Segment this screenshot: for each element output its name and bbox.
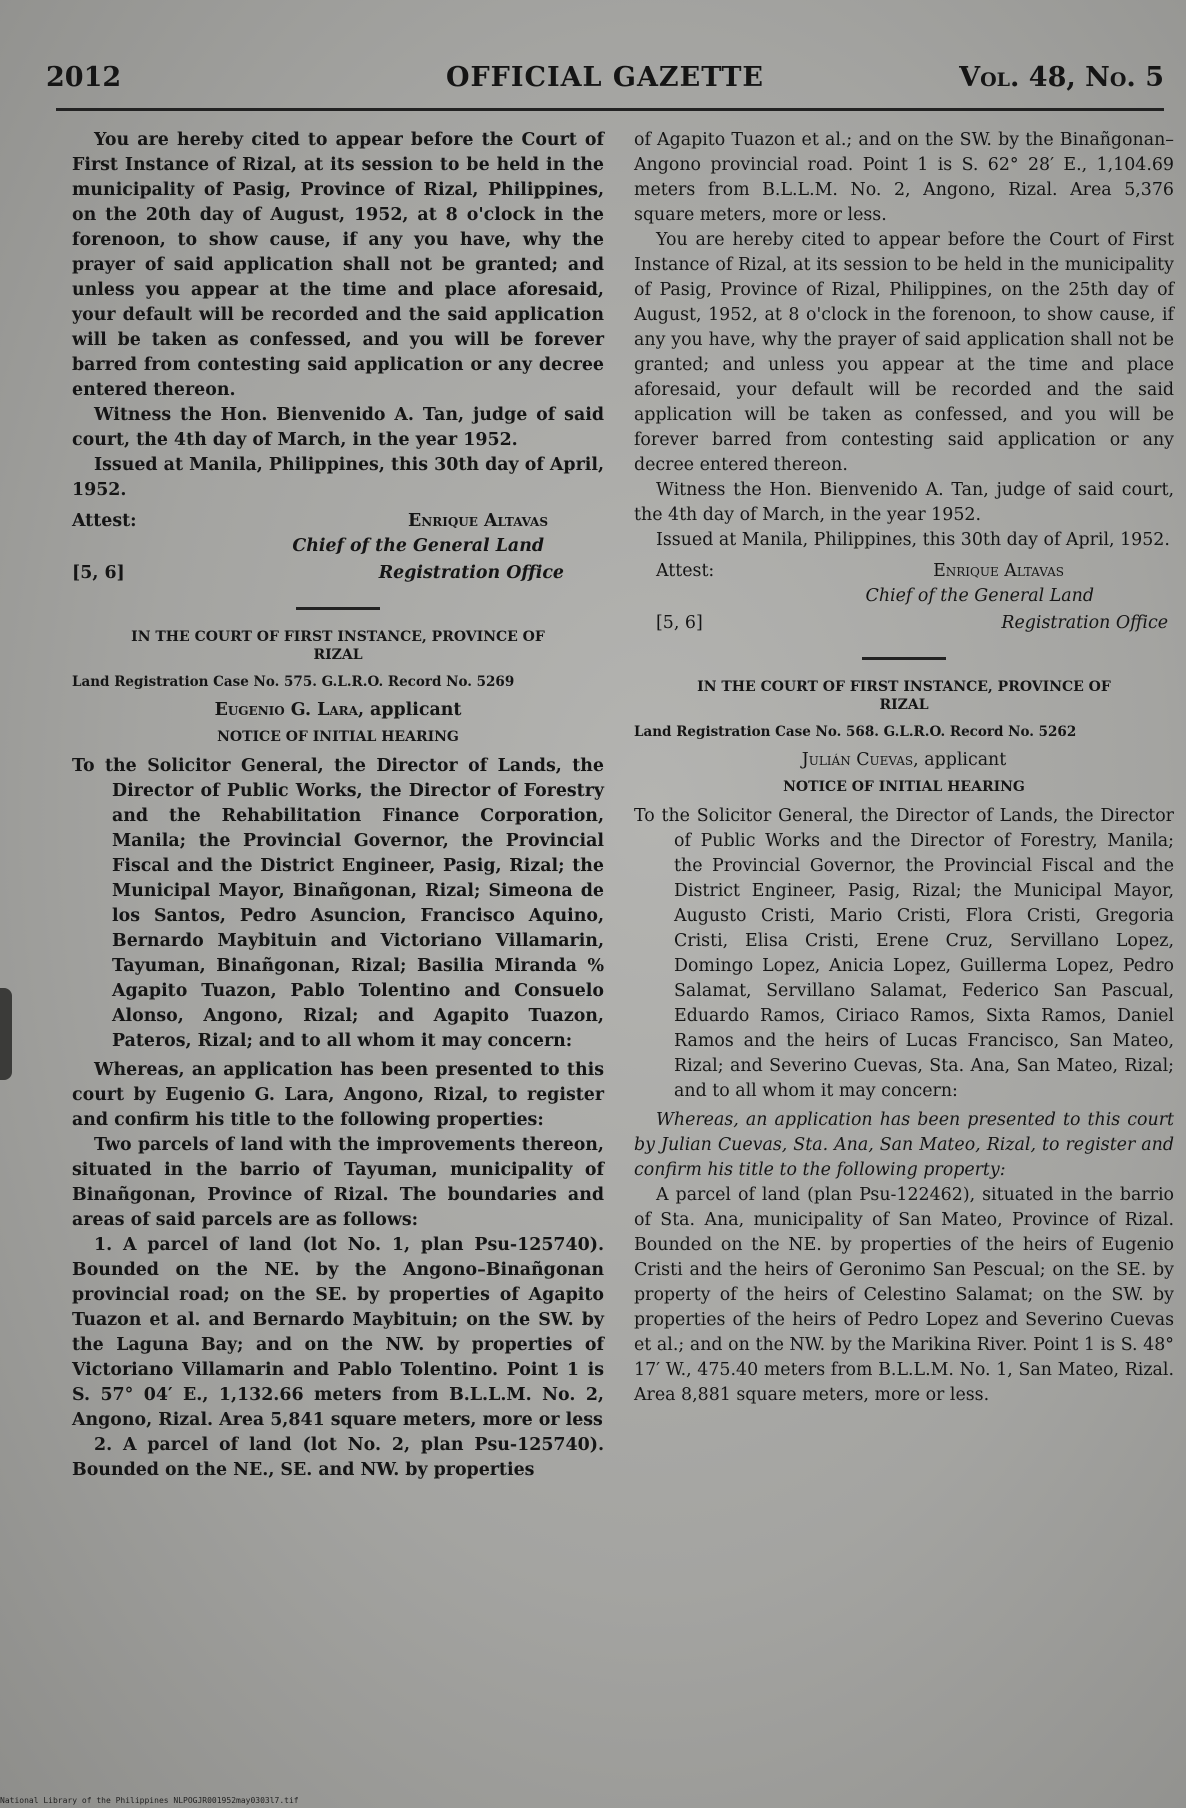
left-office-line	[72, 561, 604, 589]
left-column	[72, 128, 604, 1483]
left-case-number: Land Registration Case No. 575. G.L.R.O. Record No. 5269	[72, 674, 515, 690]
left-attest-label: Attest:	[72, 511, 137, 531]
left-office-name: Registration Office	[378, 563, 564, 583]
publication-title: OFFICIAL GAZETTE	[445, 62, 765, 93]
left-applicant-suffix: , applicant	[357, 700, 462, 720]
right-whereas-paragraph: Whereas, an application has been presented to this court by Julian Cuevas, Sta. Ana, San Mateo, Rizal, to register and confirm his title to the following property:	[634, 1110, 1174, 1180]
right-continuation: of Agapito Tuazon et al.; and on the SW. by the Binañgonan–Angono provincial road. Point 1 is S. 62° 28′ E., 1,104.69 meters from B.L.L.M. No. 2, Angono, Rizal. Area 5,376 square meters, more or less.	[634, 130, 1174, 225]
right-section-divider	[862, 657, 946, 660]
left-parcel-2: 2. A parcel of land (lot No. 2, plan Psu-125740). Bounded on the NE., SE. and NW. by properties	[72, 1435, 604, 1480]
right-signature-block	[634, 559, 1174, 611]
right-issued-paragraph: Issued at Manila, Philippines, this 30th day of April, 1952.	[656, 530, 1170, 550]
page-number: 2012	[46, 62, 122, 93]
right-column	[634, 128, 1174, 1408]
right-court-heading: IN THE COURT OF FIRST INSTANCE, PROVINCE OF RIZAL	[697, 679, 1111, 713]
right-parcel-description: A parcel of land (plan Psu-122462), situated in the barrio of Sta. Ana, municipality of San Mateo, Province of Rizal. Bounded on the NE. by properties of the heirs of Eugenio Cristi and the heirs of Geronimo San Pescual; on the SE. by property of the heirs of Celestino Salamat; on the SW. by properties of the heirs of Pedro Lopez and Severino Cuevas et al.; and on the NW. by the Marikina River. Point 1 is S. 48° 17′ W., 475.40 meters from B.L.L.M. No. 1, San Mateo, Rizal. Area 8,881 square meters, more or less.	[634, 1185, 1174, 1405]
left-hearing-paragraph: You are hereby cited to appear before the Court of First Instance of Rizal, at its session to be held in the municipality of Pasig, Province of Rizal, Philippines, on the 20th day of August, 1952, at 8 o'clock in the forenoon, to show cause, if any you have, why the prayer of said application shall not be granted; and unless you appear at the time and place aforesaid, your default will be recorded and the said application will be taken as confessed, and you will be forever barred from contesting said application or any decree entered thereon.	[72, 130, 604, 400]
right-attest-label: Attest:	[656, 561, 715, 581]
volume-label: Vol. 48, No. 5	[959, 62, 1164, 93]
left-addressees: To the Solicitor General, the Director of Lands, the Director of Public Works, the Director of Forestry and the Rehabilitation Finance Corporation, Manila; the Provincial Governor, the Provincial Fiscal and the District Engineer, Pasig, Rizal; the Municipal Mayor, Binañgonan, Rizal; Simeona de los Santos, Pedro Asuncion, Francisco Aquino, Bernardo Maybituin and Victoriano Villamarin, Tayuman, Binañgonan, Rizal; Basilia Miranda % Agapito Tuazon, Pablo Tolentino and Consuelo Alonso, Angono, Rizal; and Agapito Tuazon, Pateros, Rizal; and to all whom it may concern:	[72, 756, 604, 1051]
left-court-heading: IN THE COURT OF FIRST INSTANCE, PROVINCE OF RIZAL	[131, 629, 545, 663]
right-signer-name: Enrique Altavas	[933, 561, 1064, 581]
left-parcels-intro: Two parcels of land with the improvements thereon, situated in the barrio of Tayuman, municipality of Binañgonan, Province of Rizal. The boundaries and areas of said parcels are as follows:	[72, 1135, 604, 1230]
left-signature-block	[72, 509, 604, 561]
right-office-name: Registration Office	[1001, 613, 1168, 633]
right-addressees: To the Solicitor General, the Director of Lands, the Director of Public Works and the Director of Forestry, Manila; the Provincial Governor, the Provincial Fiscal and the District Engineer, Pasig, Rizal; the Municipal Mayor, Augusto Cristi, Mario Cristi, Flora Cristi, Gregoria Cristi, Elisa Cristi, Erene Cruz, Servillano Lopez, Domingo Lopez, Anicia Lopez, Guillerma Lopez, Pedro Salamat, Servillano Salamat, Federico San Pascual, Eduardo Ramos, Ciriaco Ramos, Sixta Ramos, Daniel Ramos and the heirs of Lucas Francisco, San Mateo, Rizal; and Severino Cuevas, Sta. Ana, San Mateo, Rizal; and to all whom it may concern:	[634, 806, 1174, 1101]
left-issued-paragraph: Issued at Manila, Philippines, this 30th day of April, 1952.	[72, 455, 604, 500]
left-parcel-1: 1. A parcel of land (lot No. 1, plan Psu-125740). Bounded on the NE. by the Angono–Binañgonan provincial road; on the SE. by properties of Agapito Tuazon et al. and Bernardo Maybituin; on the SW. by the Laguna Bay; and on the NW. by properties of Victoriano Villamarin and Pablo Tolentino. Point 1 is S. 57° 04′ E., 1,132.66 meters from B.L.L.M. No. 2, Angono, Rizal. Area 5,841 square meters, more or less	[72, 1235, 604, 1430]
right-applicant-name: Julián Cuevas	[801, 750, 914, 770]
right-issue-code: [5, 6]	[656, 613, 703, 633]
right-notice-heading: NOTICE OF INITIAL HEARING	[783, 779, 1025, 795]
left-applicant-line	[72, 698, 604, 723]
right-hearing-paragraph: You are hereby cited to appear before the Court of First Instance of Rizal, at its session to be held in the municipality of Pasig, Province of Rizal, Philippines, on the 25th day of August, 1952, at 8 o'clock in the forenoon, to show cause, if any you have, why the prayer of said application shall not be granted; and unless you appear at the time and place aforesaid, your default will be recorded and the said application will be taken as confessed, and you will be forever barred from contesting said application or any decree entered thereon.	[634, 230, 1174, 475]
left-signer-title: Chief of the General Land	[292, 536, 544, 556]
right-office-line	[634, 611, 1174, 639]
scan-source-footer: National Library of the Philippines NLPOGJR001952may0303l7.tif	[0, 1796, 299, 1805]
header-rule	[56, 108, 1164, 111]
page-header	[46, 62, 1164, 110]
binding-edge-mark	[0, 988, 12, 1080]
left-applicant-name: Eugenio G. Lara	[214, 700, 358, 720]
left-whereas-paragraph: Whereas, an application has been presented to this court by Eugenio G. Lara, Angono, Rizal, to register and confirm his title to the following properties:	[72, 1060, 604, 1130]
right-applicant-line	[634, 748, 1174, 773]
left-witness-paragraph: Witness the Hon. Bienvenido A. Tan, judge of said court, the 4th day of March, in the year 1952.	[72, 405, 604, 450]
left-notice-heading: NOTICE OF INITIAL HEARING	[217, 729, 459, 745]
left-signer-name: Enrique Altavas	[408, 511, 548, 531]
left-issue-code: [5, 6]	[72, 563, 125, 583]
right-applicant-suffix: , applicant	[913, 750, 1007, 770]
right-case-number: Land Registration Case No. 568. G.L.R.O. Record No. 5262	[634, 724, 1077, 740]
right-witness-paragraph: Witness the Hon. Bienvenido A. Tan, judge of said court, the 4th day of March, in the year 1952.	[634, 480, 1174, 525]
left-section-divider	[296, 607, 380, 610]
right-signer-title: Chief of the General Land	[865, 586, 1094, 606]
